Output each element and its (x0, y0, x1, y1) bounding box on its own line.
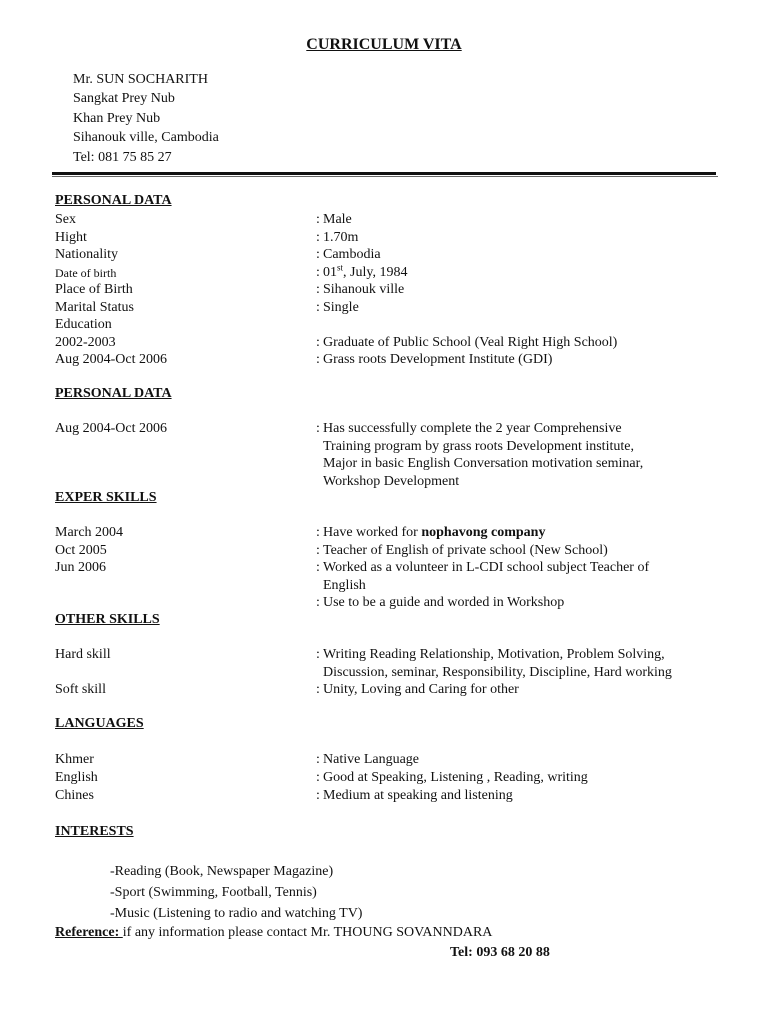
row-label: Sex (55, 212, 76, 227)
exper-text: Have worked for (323, 525, 422, 540)
header-divider (52, 172, 716, 175)
row-value: 1.70m (323, 229, 359, 245)
company-name: nophavong company (421, 525, 546, 540)
row-colon: : (316, 752, 320, 767)
row-value (323, 646, 672, 681)
row-colon: : (316, 352, 320, 367)
page-title: CURRICULUM VITA (306, 36, 462, 53)
address-phone: Tel: 081 75 85 27 (73, 149, 172, 165)
row-value: Cambodia (323, 247, 381, 262)
row-colon: : (316, 334, 320, 350)
row-label: English (55, 769, 98, 785)
row-label: Oct 2005 (55, 542, 107, 558)
row-value: Teacher of English of private school (New School) (323, 542, 608, 558)
training-line: Has successfully complete the 2 year Comprehensive (323, 421, 622, 436)
row-value: Sihanouk ville (323, 282, 405, 297)
section-heading-interests: INTERESTS (55, 824, 134, 839)
row-value: Unity, Loving and Caring for other (323, 682, 519, 697)
address-block (73, 70, 219, 167)
row-label: Hight (55, 229, 87, 245)
row-colon: : (316, 421, 320, 436)
row-value: Good at Speaking, Listening , Reading, writing (323, 769, 588, 785)
section-heading-personal-data: PERSONAL DATA (55, 193, 172, 208)
row-value (323, 559, 649, 594)
address-name: Mr. SUN SOCHARITH (73, 72, 208, 87)
section-heading-training: PERSONAL DATA (55, 386, 172, 401)
row-colon: : (316, 525, 320, 540)
interest-item: -Reading (Book, Newspaper Magazine) (110, 864, 334, 879)
section-heading-exper-skills: EXPER SKILLS (55, 490, 157, 505)
section-heading-other-skills: OTHER SKILLS (55, 612, 160, 627)
skill-line: Discussion, seminar, Responsibility, Discipline, Hard working (323, 664, 672, 680)
exper-line: Worked as a volunteer in L-CDI school subject Teacher of (323, 560, 650, 575)
row-value (323, 261, 408, 282)
skill-line: Writing Reading Relationship, Motivation, Problem Solving, (323, 647, 665, 662)
row-colon: : (316, 647, 320, 662)
row-colon: : (316, 247, 320, 262)
address-line: Sihanouk ville, Cambodia (73, 130, 219, 146)
row-label: Jun 2006 (55, 560, 106, 575)
training-line: Workshop Development (323, 473, 460, 489)
row-colon: : (316, 229, 320, 245)
training-line: Major in basic English Conversation motivation seminar, (323, 456, 644, 471)
address-line: Khan Prey Nub (73, 110, 161, 126)
interest-item: -Music (Listening to radio and watching TV) (110, 906, 363, 921)
dob-day: 01 (323, 264, 337, 280)
row-colon: : (316, 212, 320, 227)
dob-suffix: st (337, 261, 344, 272)
row-label: Chines (55, 788, 94, 803)
row-value: Use to be a guide and worded in Workshop (323, 595, 565, 610)
row-value (323, 420, 643, 490)
row-label: 2002-2003 (55, 334, 116, 350)
dob-rest: , July, 1984 (343, 264, 408, 280)
reference-label: Reference: (55, 925, 123, 940)
row-label: Aug 2004-Oct 2006 (55, 352, 167, 367)
row-label: Education (55, 317, 112, 332)
row-value: Medium at speaking and listening (323, 788, 513, 803)
row-label: Nationality (55, 247, 118, 262)
row-label: Place of Birth (55, 282, 133, 297)
training-line: Training program by grass roots Development institute, (323, 438, 634, 454)
row-value (323, 524, 545, 542)
row-colon: : (316, 595, 320, 610)
row-label: Soft skill (55, 682, 106, 697)
row-value: Grass roots Development Institute (GDI) (323, 352, 553, 367)
row-label: Hard skill (55, 647, 111, 662)
reference-line (55, 925, 492, 941)
row-label: Marital Status (55, 299, 134, 315)
row-value: Native Language (323, 752, 420, 767)
reference-phone: Tel: 093 68 20 88 (450, 945, 550, 960)
row-colon: : (316, 788, 320, 803)
interest-item: -Sport (Swimming, Football, Tennis) (110, 885, 317, 900)
row-colon: : (316, 299, 320, 315)
row-value: Graduate of Public School (Veal Right High School) (323, 334, 618, 350)
row-colon: : (316, 542, 320, 558)
row-colon: : (316, 282, 320, 297)
section-heading-languages: LANGUAGES (55, 716, 144, 731)
address-line: Sangkat Prey Nub (73, 91, 175, 107)
reference-text: if any information please contact Mr. THOUNG SOVANNDARA (122, 925, 493, 940)
row-label: Aug 2004-Oct 2006 (55, 421, 167, 436)
row-value: Male (323, 212, 352, 227)
row-colon: : (316, 682, 320, 697)
row-value: Single (323, 299, 359, 315)
row-label: March 2004 (55, 525, 124, 540)
row-colon: : (316, 264, 320, 280)
row-label: Date of birth (55, 265, 117, 280)
row-colon: : (316, 560, 320, 575)
exper-line: English (323, 577, 366, 593)
row-label: Khmer (55, 752, 94, 767)
row-colon: : (316, 769, 320, 785)
header-divider-shadow (52, 176, 718, 177)
